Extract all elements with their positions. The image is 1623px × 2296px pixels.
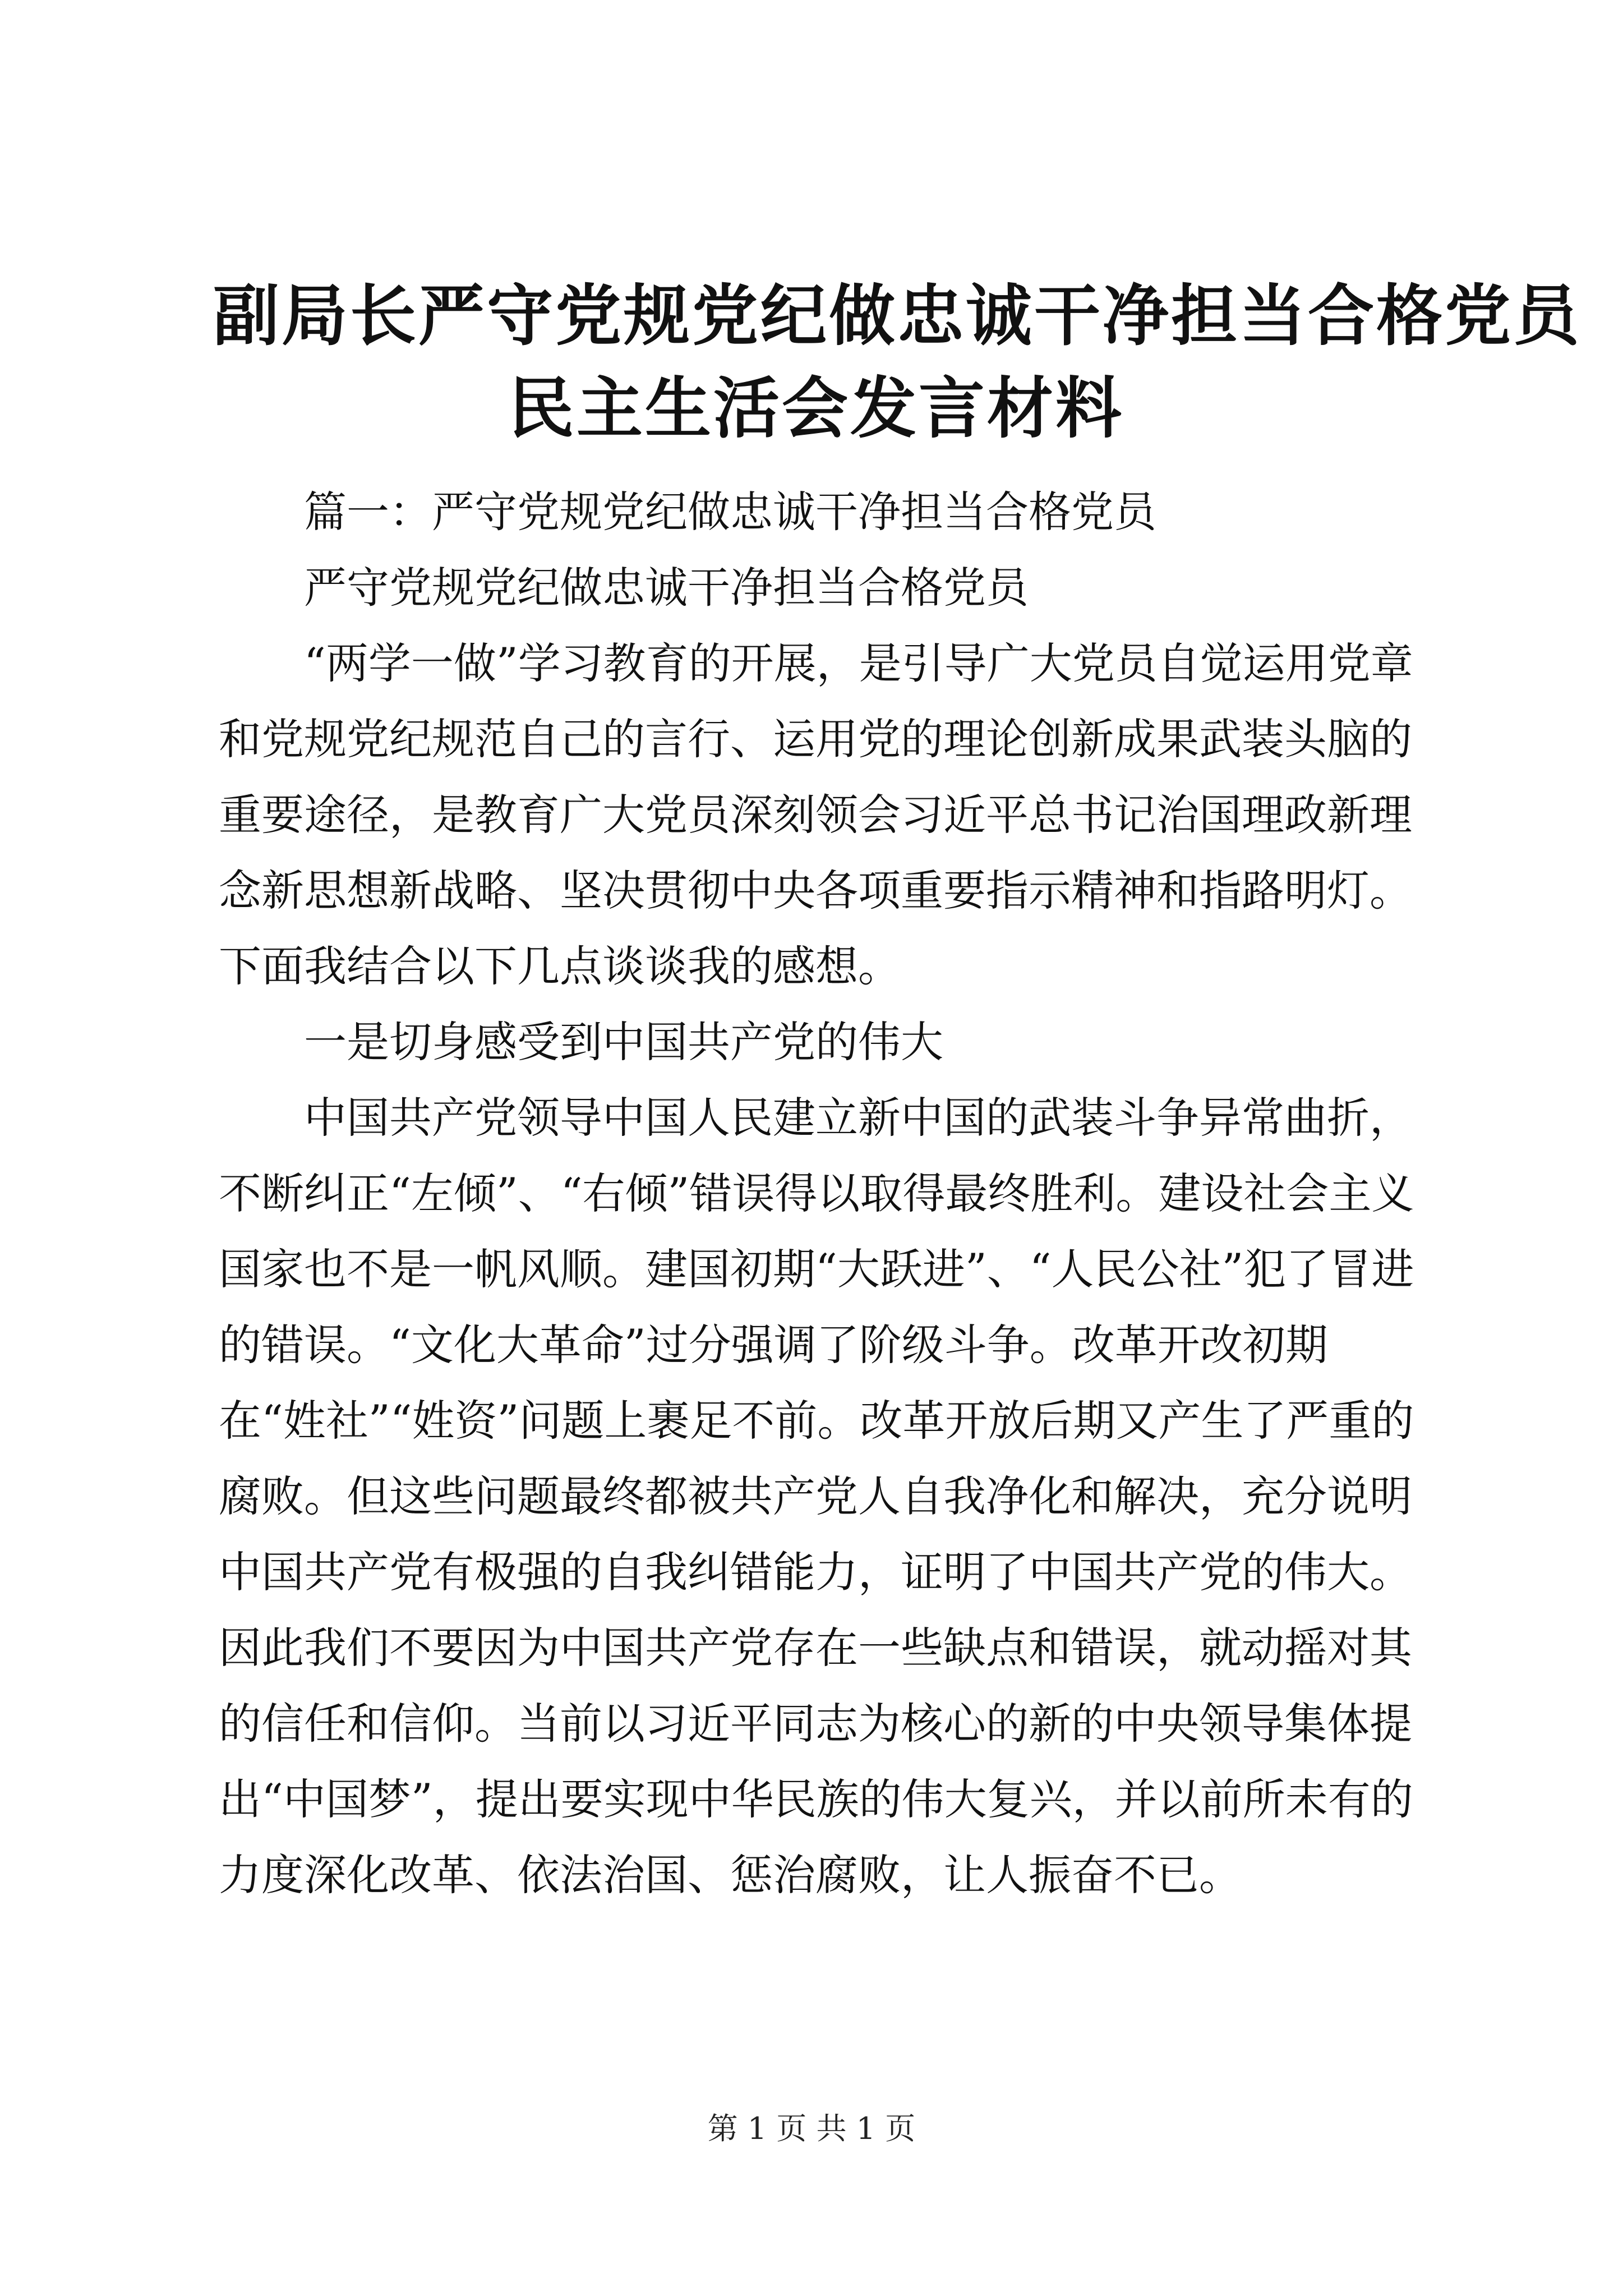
title-line-2: 民主生活会发言材料 xyxy=(508,369,1124,447)
body-paragraph: 中国共产党领导中国人民建立新中国的武装斗争异常曲折，不断纠正“左倾”、“右倾”错误得以取得最终胜利。建设社会主义国家也不是一帆风顺。建国初期“大跃进”、“人民公社”犯了冒进的错误。“文化大革命”过分强调了阶级斗争。改革开改初期在“姓社”“姓资”问题上裹足不前。改革开放后期又产生了严重的腐败。但这些问题最终都被共产党人自我净化和解决，充分说明中国共产党有极强的自我纠错能力，证明了中国共产党的伟大。因此我们不要因为中国共产党存在一些缺点和错误，就动摇对其的信任和信仰。当前以习近平同志为核心的新的中央领导集体提出“中国梦”，提出要实现中华民族的伟大复兴，并以前所未有的力度深化改革、依法治国、惩治腐败，让人振奋不已。 xyxy=(219,1093,1414,1900)
document-body xyxy=(219,474,1424,1913)
title-line-1: 副局长严守党规党纪做忠诚干净担当合格党员 xyxy=(213,277,1582,355)
subtitle-paragraph: 严守党规党纪做忠诚干净担当合格党员 xyxy=(304,563,1029,613)
intro-paragraph: “两学一做”学习教育的开展，是引导广大党员自觉运用党章和党规党纪规范自己的言行、运用党的理论创新成果武装头脑的重要途径，是教育广大党员深刻领会习近平总书记治国理政新理念新思想新战略、坚决贯彻中央各项重要指示精神和指路明灯。下面我结合以下几点谈谈我的感想。 xyxy=(219,638,1413,991)
section-heading: 篇一：严守党规党纪做忠诚干净担当合格党员 xyxy=(304,487,1156,537)
document-title xyxy=(213,269,1582,454)
point-heading: 一是切身感受到中国共产党的伟大 xyxy=(304,1017,943,1067)
page-footer: 第 1 页 共 1 页 xyxy=(707,2111,916,2146)
